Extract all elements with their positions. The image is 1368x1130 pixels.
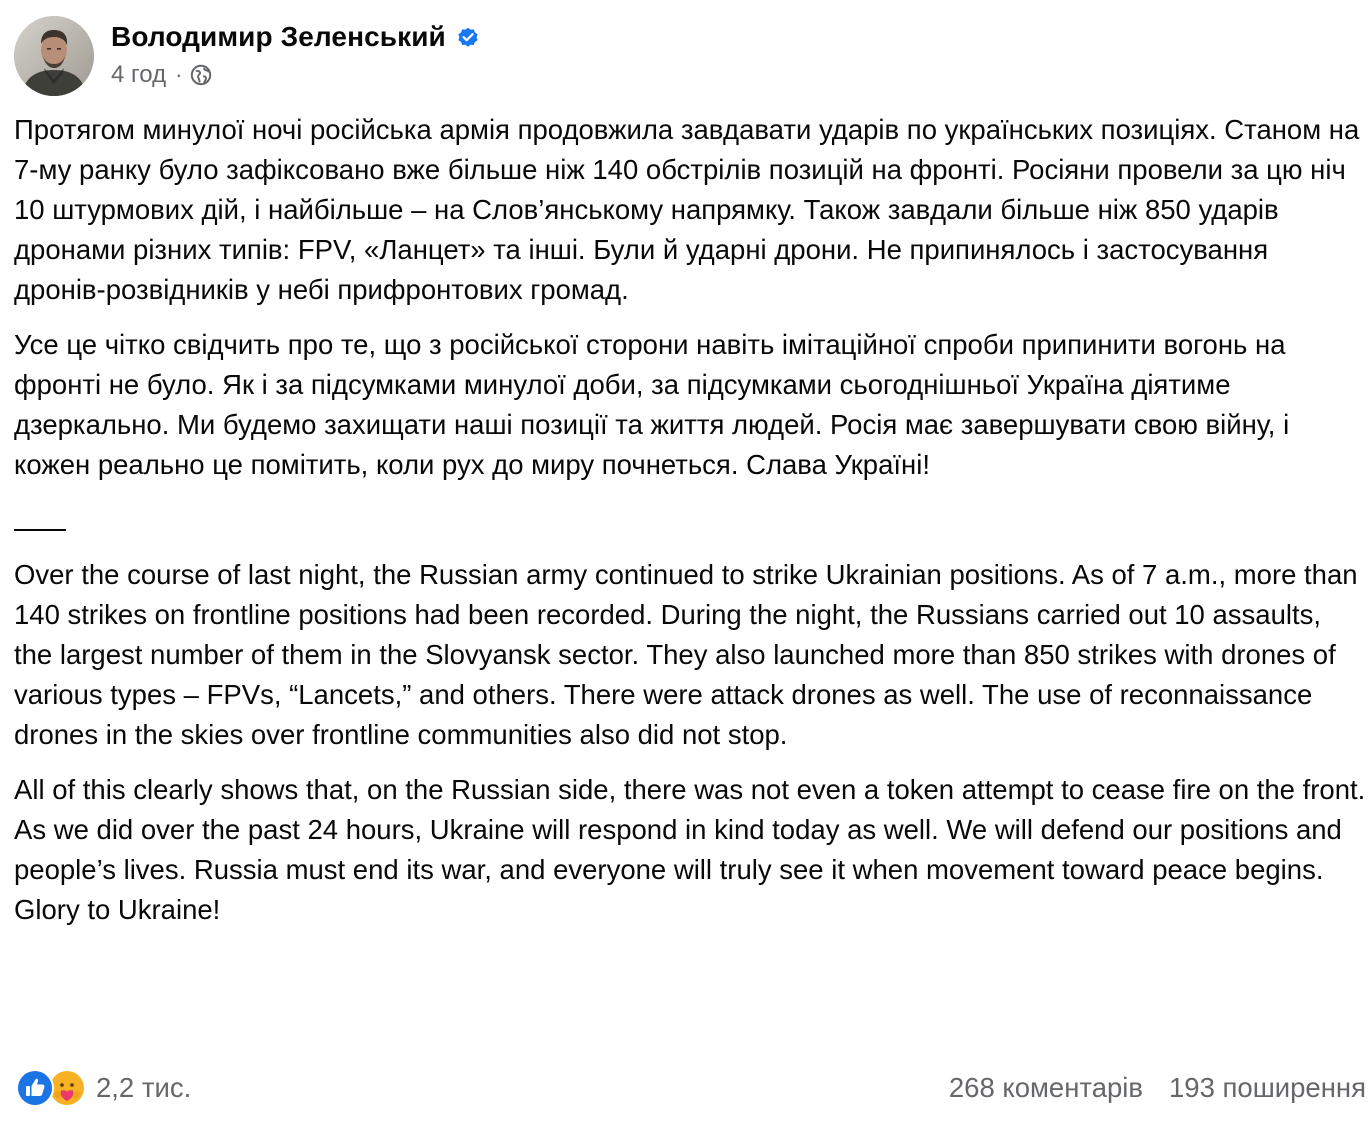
meta-separator: · — [175, 62, 183, 87]
author-row — [111, 18, 480, 56]
verified-badge-icon — [456, 25, 480, 49]
globe-icon[interactable] — [190, 64, 212, 86]
post-paragraph-uk-1: Протягом минулої ночі російська армія продовжила завдавати ударів по українських позиціях. Станом на 7-му ранку було зафіксовано вже більше ніж 140 обстрілів позицій на фронті. Росіяни провели за цю ніч 10 штурмових дій, і найбільше – на Слов’янському напрямку. Також завдали більше ніж 850 ударів дронами різних типів: FPV, «Ланцет» та інші. Були й ударні дрони. Не припинялось і застосування дронів-розвідників у небі прифронтових громад. — [14, 114, 1360, 305]
post-paragraph-en-1: Over the course of last night, the Russian army continued to strike Ukrainian positions. As of 7 a.m., more than 140 strikes on frontline positions had been recorded. During the night, the Russians carried out 10 assaults, the largest number of them in the Slovyansk sector. They also launched more than 850 strikes with drones of various types – FPVs, “Lancets,” and others. There were attack drones as well. The use of reconnaissance drones in the skies over frontline communities also did not stop. — [14, 559, 1358, 750]
reaction-icons — [16, 1069, 86, 1107]
comments-count[interactable]: 268 коментарів — [948, 1072, 1143, 1103]
reaction-count[interactable]: 2,2 тис. — [96, 1072, 192, 1103]
post-meta — [111, 61, 480, 89]
author-block — [111, 16, 480, 89]
author-avatar[interactable] — [14, 16, 94, 96]
reactions-summary[interactable] — [16, 1069, 191, 1107]
engagement-stats — [949, 1072, 1366, 1104]
like-reaction-icon — [16, 1069, 54, 1107]
post-header — [14, 16, 480, 98]
text-separator — [14, 529, 66, 531]
post-timestamp[interactable]: 4 год — [111, 61, 167, 88]
shares-count[interactable]: 193 поширення — [1169, 1072, 1366, 1103]
post-paragraph-uk-2: Усе це чітко свідчить про те, що з російської сторони навіть імітаційної спроби припинити вогонь на фронті не було. Як і за підсумками минулої доби, за підсумками сьогоднішньої Україна діятиме дзеркально. Ми будемо захищати наші позиції та життя людей. Росія має завершувати свою війну, і кожен реально це помітить, коли рух до миру почнеться. Слава Україні! — [14, 329, 1290, 480]
post-paragraph-en-2: All of this clearly shows that, on the Russian side, there was not even a token attempt to cease fire on the front. As we did over the past 24 hours, Ukraine will respond in kind today as well. We will defend our positions and people’s lives. Russia must end its war, and everyone will truly see it when movement toward peace begins. Glory to Ukraine! — [14, 774, 1366, 925]
post-footer — [16, 1068, 1366, 1108]
separator-wrap — [14, 500, 1366, 540]
post-text — [14, 110, 1366, 930]
author-name[interactable]: Володимир Зеленський — [111, 21, 446, 52]
